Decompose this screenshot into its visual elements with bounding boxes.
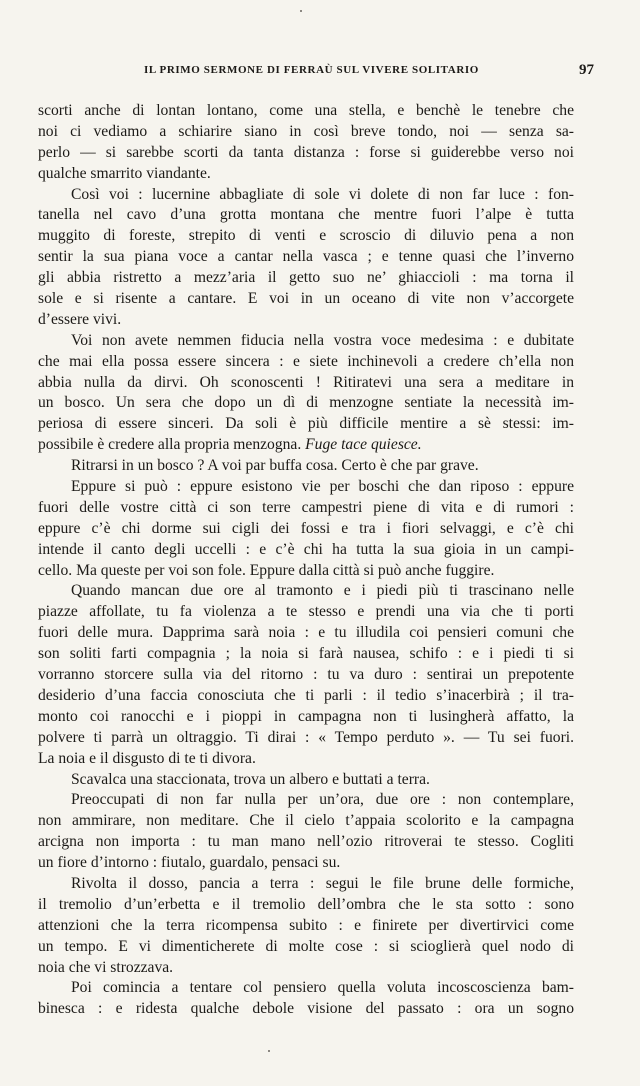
text-line xyxy=(38,185,574,206)
text-line xyxy=(38,686,574,707)
print-speck xyxy=(268,1050,270,1052)
text-line xyxy=(38,352,574,373)
text-line-content: il tremolio d’un’erbetta e il tremolio dell’ombra che le sta sotto : sono xyxy=(38,895,574,913)
text-line xyxy=(38,937,574,958)
text-line xyxy=(38,561,574,582)
text-line xyxy=(38,602,574,623)
text-line-content: arcigna non importa : tu man mano nell’ozio ritroverai te stesso. Cogliti xyxy=(38,833,574,851)
latin-motto: Fuge tace quiesce. xyxy=(305,436,422,454)
text-line xyxy=(38,958,574,979)
text-line-content: gli abbia ristretto a mezz’aria il getto suo ne’ ghiaccioli : ma torna il xyxy=(38,269,574,287)
text-line xyxy=(38,310,574,331)
text-line xyxy=(38,707,574,728)
text-line xyxy=(38,811,574,832)
text-line-content: Così voi : lucernine abbagliate di sole vi dolete di non far luce : fon- xyxy=(71,185,574,203)
text-line-content: un fiore d’intorno : fiutalo, guardalo, pensaci su. xyxy=(38,854,341,872)
text-line-content: Eppure si può : eppure esistono vie per boschi che dan riposo : eppure xyxy=(71,478,574,496)
text-line-content: periosa di essere sinceri. Da soli è più difficile mentire a sè stessi: im- xyxy=(38,415,574,433)
text-line-content: Preoccupati di non far nulla per un’ora, due ore : non contemplare, xyxy=(71,791,574,809)
print-speck xyxy=(300,10,302,12)
text-line xyxy=(38,164,574,185)
text-line xyxy=(38,770,574,791)
text-line-content: fuori delle vostre città ci son terre campestri piene di vita e di rumori : xyxy=(38,498,574,516)
text-line xyxy=(38,790,574,811)
running-title: IL PRIMO SERMONE DI FERRAÙ SUL VIVERE SOLITARIO xyxy=(144,64,479,76)
text-line xyxy=(38,978,574,999)
text-line xyxy=(38,331,574,352)
text-line xyxy=(38,853,574,874)
text-line-content: muggito di foreste, strepito di venti e scroscio di diluvio pena a non xyxy=(38,227,574,245)
text-line-content: son soliti farti compagnia ; la noia si farà nausea, schifo : e i piedi ti si xyxy=(38,645,574,663)
text-line-content: fuori delle mura. Dapprima sarà noia : e tu illudila coi pensieri comuni che xyxy=(38,624,574,642)
page-number: 97 xyxy=(579,62,594,78)
text-line-content: d’essere vivi. xyxy=(38,310,122,328)
text-line xyxy=(38,749,574,770)
text-line-content: non ammirare, non meditare. Che il cielo t’appaia scolorito e la campagna xyxy=(38,812,574,830)
text-line-content: scorti anche di lontan lontano, come una stella, e benchè le tenebre che xyxy=(38,102,574,119)
text-line-content: Poi comincia a tentare col pensiero quella voluta incoscoscienza bam- xyxy=(71,979,574,997)
text-line xyxy=(38,498,574,519)
text-line xyxy=(38,226,574,247)
text-line-content: desiderio d’una faccia conosciuta che ti parli : il tedio s’inacerbirà ; il tra- xyxy=(38,686,574,704)
text-line xyxy=(38,519,574,540)
text-line xyxy=(38,393,574,414)
text-line-content: tanella nel cavo d’una grotta montana che mentre fuori l’alpe è tutta xyxy=(38,206,574,224)
text-line xyxy=(38,581,574,602)
text-line-content: Scavalca una staccionata, trova un albero e buttati a terra. xyxy=(71,770,430,788)
text-line xyxy=(38,874,574,895)
text-line-content: Ritrarsi in un bosco ? A voi par buffa cosa. Certo è che par grave. xyxy=(71,457,479,475)
text-line xyxy=(38,728,574,749)
text-line-content: un bosco. Un sera che dopo un dì di menzogne sentiate la necessità im- xyxy=(38,394,574,412)
text-line-content: sole e si risente a cantare. E voi in un oceano di vite non v’accorgete xyxy=(38,290,574,308)
text-line xyxy=(38,644,574,665)
text-line-content: eppure c’è chi dorme sui cigli dei fossi e tra i fiori selvaggi, e c’è chi xyxy=(38,519,574,537)
text-line-content: noi ci vediamo a schiarire siano in così breve tondo, noi — senza sa- xyxy=(38,122,574,140)
text-line xyxy=(38,101,574,122)
text-line-content: binesca : e ridesta qualche debole visione del passato : ora un sogno xyxy=(38,1000,574,1018)
text-line xyxy=(38,999,574,1020)
text-line-content: noia che vi strozzava. xyxy=(38,958,174,976)
text-line xyxy=(38,456,574,477)
text-line xyxy=(38,268,574,289)
text-line xyxy=(38,289,574,310)
text-line-content: abbia nulla da dirvi. Oh sconoscenti ! Ritiratevi una sera a meditare in xyxy=(38,373,574,391)
text-line-content: attenzioni che la terra ricompensa subito : e finirete per divertirvici come xyxy=(38,916,574,934)
text-line-content: un tempo. E vi dimenticherete di molte cose : si scioglierà quel nodo di xyxy=(38,937,574,955)
text-line xyxy=(38,143,574,164)
text-line-content: sentir la sua piana voce a cantar nella vasca ; e tenne quasi che l’inverno xyxy=(38,248,574,266)
text-line-content: La noia e il disgusto di te ti divora. xyxy=(38,749,256,767)
text-line xyxy=(38,205,574,226)
text-line-content: polvere ti parrà un oltraggio. Ti dirai : « Tempo perduto ». — Tu sei fuori. xyxy=(38,728,574,746)
text-line-content: possibile è credere alla propria menzogna. xyxy=(38,436,306,454)
text-line xyxy=(38,414,574,435)
text-line-content: piazze affollate, tu fa violenza a te stesso e prendi una via che ti porti xyxy=(38,603,574,621)
text-line xyxy=(38,895,574,916)
text-line xyxy=(38,247,574,268)
body-text xyxy=(38,101,574,1020)
text-line xyxy=(38,477,574,498)
text-line xyxy=(38,832,574,853)
text-line-content: che mai ella possa essere sincera : e siete inchinevoli a credere ch’ella non xyxy=(38,352,574,370)
text-line-content: vorranno storcere sulla via del ritorno : tu va duro : sentirai un prepotente xyxy=(38,666,574,684)
text-line xyxy=(38,665,574,686)
text-line xyxy=(38,623,574,644)
text-line-content: cello. Ma queste per voi son fole. Eppure dalla città si può anche fuggire. xyxy=(38,561,495,579)
text-line xyxy=(38,916,574,937)
text-line xyxy=(38,122,574,143)
running-head xyxy=(36,64,604,84)
text-line-content: Quando mancan due ore al tramonto e i piedi più ti trascinano nelle xyxy=(71,582,574,600)
text-line xyxy=(38,540,574,561)
text-line-content: qualche smarrito viandante. xyxy=(38,164,211,182)
text-line-content: Voi non avete nemmen fiducia nella vostra voce medesima : e dubitate xyxy=(71,331,574,349)
text-line-content: perlo — si sarebbe scorti da tanta distanza : forse si guiderebbe verso noi xyxy=(38,143,574,161)
text-line xyxy=(38,373,574,394)
text-line-content: intende il canto degli uccelli : e c’è chi ha tutta la sua gioia in un campi- xyxy=(38,540,574,558)
text-line-content: Rivolta il dosso, pancia a terra : segui le file brune delle formiche, xyxy=(71,874,574,892)
text-line-content: monto coi ranocchi e i pioppi in campagna non ti lusingherà affatto, la xyxy=(38,707,574,725)
text-line xyxy=(38,435,574,456)
